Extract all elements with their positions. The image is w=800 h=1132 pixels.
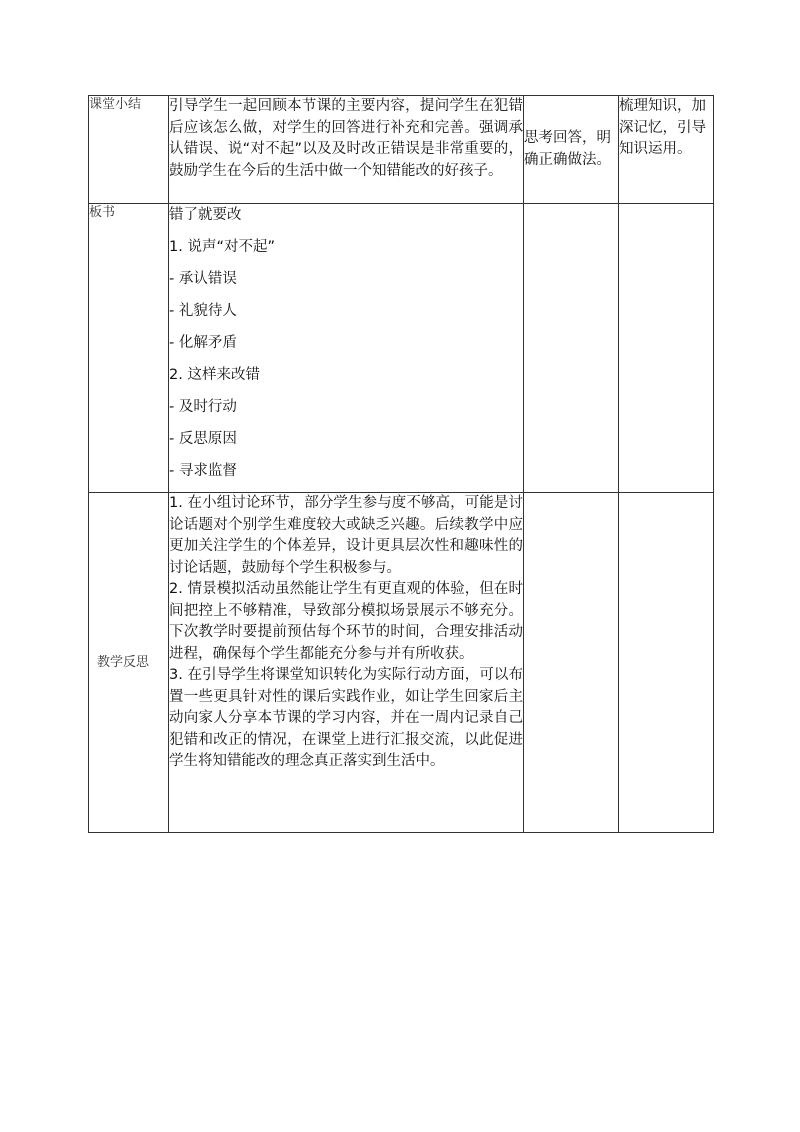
board-line: - 及时行动 [169,399,237,415]
board-line: - 寻求监督 [169,463,237,479]
reflection-empty-cell [524,493,619,833]
summary-label: 课堂小结 [89,96,169,204]
summary-row [89,96,714,204]
board-line: - 礼貌待人 [169,303,237,319]
reflection-empty-cell [619,493,714,833]
reflection-paragraph: 2. 情景模拟活动虽然能让学生有更直观的体验，但在时间把控上不够精准，导致部分模拟场景展示不够充分。下次教学时要提前预估每个环节的时间，合理安排活动进程，确保每个学生都能充分参与并有所收获。 [169,581,523,662]
board-label: 板书 [89,204,169,493]
summary-student-activity: 思考回答，明确正确做法。 [524,96,619,204]
board-empty-cell [524,204,619,493]
board-line: - 承认错误 [169,271,237,287]
reflection-paragraph: 3. 在引导学生将课堂知识转化为实际行动方面，可以布置一些更具针对性的课后实践作业，如让学生回家后主动向家人分享本节课的学习内容，并在一周内记录自己犯错和改正的情况，在课堂上进行汇报交流，以此促进学生将知错能改的理念真正落实到生活中。 [169,667,523,769]
board-empty-cell [619,204,714,493]
board-content [169,204,524,493]
board-line: - 反思原因 [169,431,237,447]
reflection-row [89,493,714,833]
lesson-plan-table [88,95,714,833]
reflection-label: 教学反思 [89,493,169,833]
board-line: 2. 这样来改错 [169,367,260,383]
reflection-content [169,493,524,833]
summary-intent: 梳理知识，加深记忆，引导知识运用。 [619,96,714,204]
board-row [89,204,714,493]
board-line: 1. 说声“对不起” [169,239,275,255]
board-line: - 化解矛盾 [169,335,237,351]
board-title: 错了就要改 [169,207,242,223]
summary-content: 引导学生一起回顾本节课的主要内容，提问学生在犯错后应该怎么做，对学生的回答进行补充和完善。强调承认错误、说“对不起”以及及时改正错误是非常重要的，鼓励学生在今后的生活中做一个知错能改的好孩子。 [169,96,524,204]
reflection-paragraph: 1. 在小组讨论环节，部分学生参与度不够高，可能是讨论话题对个别学生难度较大或缺乏兴趣。后续教学中应更加关注学生的个体差异，设计更具层次性和趣味性的讨论话题，鼓励每个学生积极参与。 [169,495,523,576]
